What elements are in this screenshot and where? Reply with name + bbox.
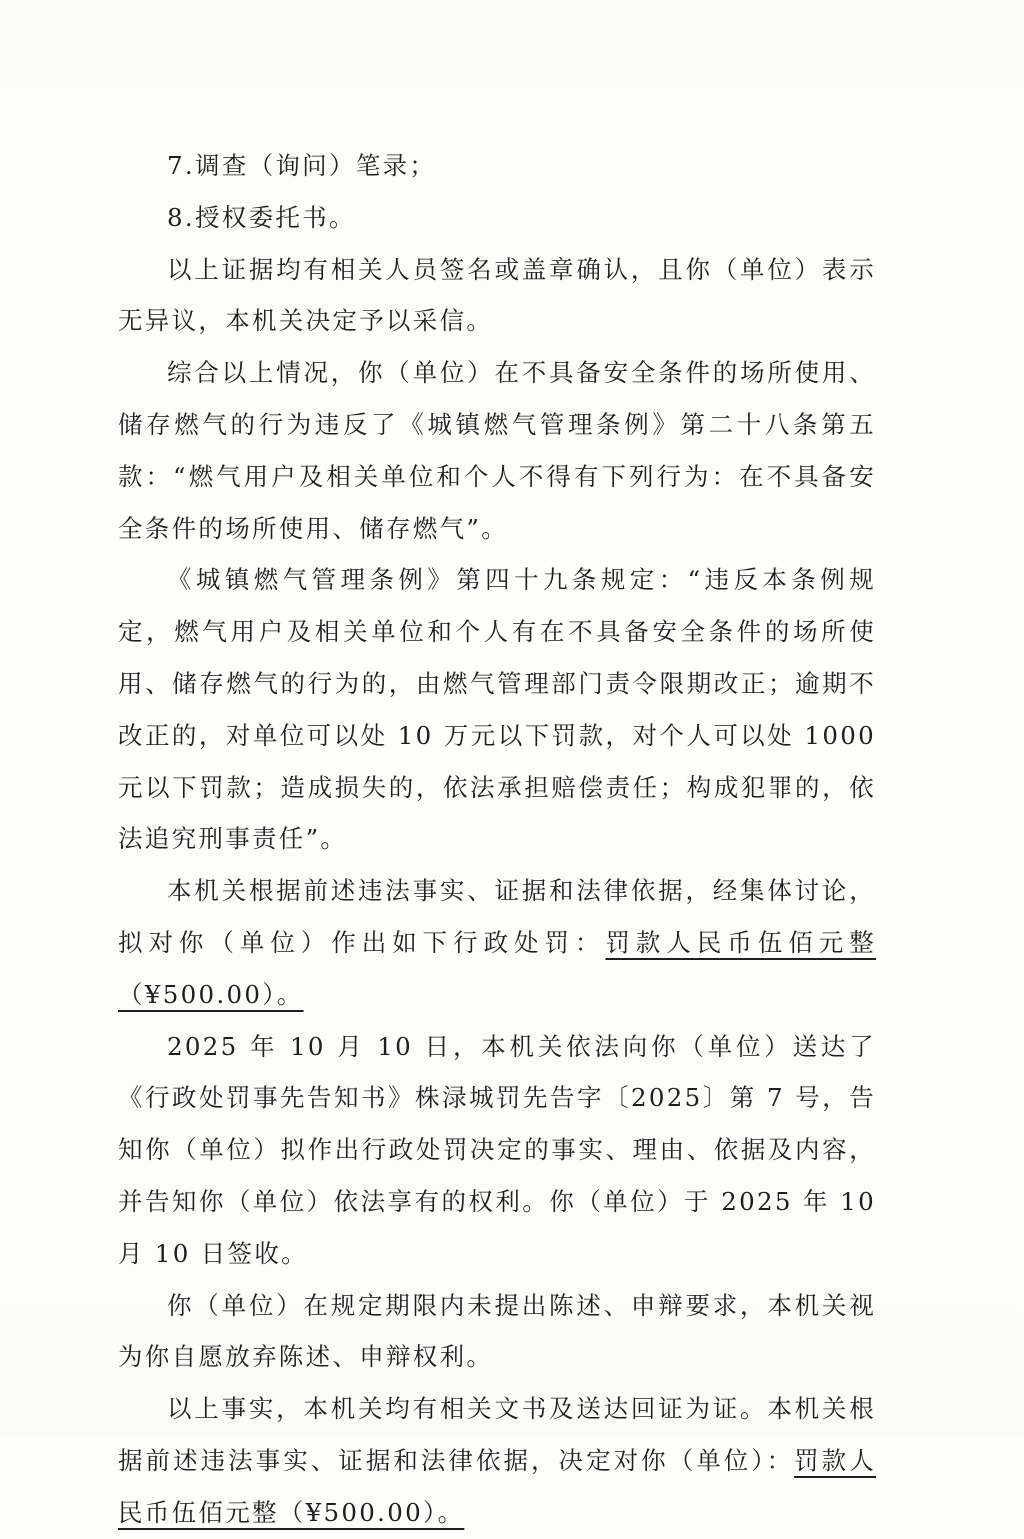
evidence-item-8: 8.授权委托书。: [167, 202, 356, 232]
proposed-penalty-paragraph: [118, 865, 876, 1020]
evidence-acceptance-paragraph: 以上证据均有相关人员签名或盖章确认，且你（单位）表示无异议，本机关决定予以采信。: [118, 254, 876, 336]
legal-basis-paragraph: 《城镇燃气管理条例》第四十九条规定：“违反本条例规定，燃气用户及相关单位和个人有在不具备安全条件的场所使用、储存燃气的行为的，由燃气管理部门责令限期改正；逾期不改正的，对单位可以处 10 万元以下罚款，对个人可以处 1000 元以下罚款；造成损失的，依法承担赔偿责任；构成犯罪的，依法追究刑事责任”。: [118, 565, 876, 854]
decision-penalty-amount: 罚款人民币伍佰元整（¥500.00）。: [118, 1445, 876, 1527]
prior-notice-paragraph: 2025 年 10 月 10 日，本机关依法向你（单位）送达了《行政处罚事先告知书》株渌城罚先告字〔2025〕第 7 号，告知你（单位）拟作出行政处罚决定的事实、理由、依据及内容，并告知你（单位）依法享有的权利。你（单位）于 2025 年 10 月 10 日签收。: [118, 1031, 876, 1268]
violation-summary-paragraph: 综合以上情况，你（单位）在不具备安全条件的场所使用、储存燃气的行为违反了《城镇燃气管理条例》第二十八条第五款：“燃气用户及相关单位和个人不得有下列行为：在不具备安全条件的场所使用、储存燃气”。: [118, 358, 877, 543]
decision-paragraph: [118, 1383, 876, 1538]
document-body: [118, 140, 876, 1539]
decision-text: 以上事实，本机关均有相关文书及送达回证为证。本机关根据前述违法事实、证据和法律依据，决定对你（单位）：: [118, 1394, 876, 1475]
waiver-paragraph: 你（单位）在规定期限内未提出陈述、申辩要求，本机关视为你自愿放弃陈述、申辩权利。: [118, 1290, 876, 1372]
proposed-penalty-amount: 罚款人民币伍佰元整（¥500.00）。: [118, 927, 876, 1009]
proposed-penalty-text: 本机关根据前述违法事实、证据和法律依据，经集体讨论，拟对你（单位）作出如下行政处罚：: [118, 876, 876, 957]
evidence-item-7: 7.调查（询问）笔录；: [167, 151, 437, 180]
